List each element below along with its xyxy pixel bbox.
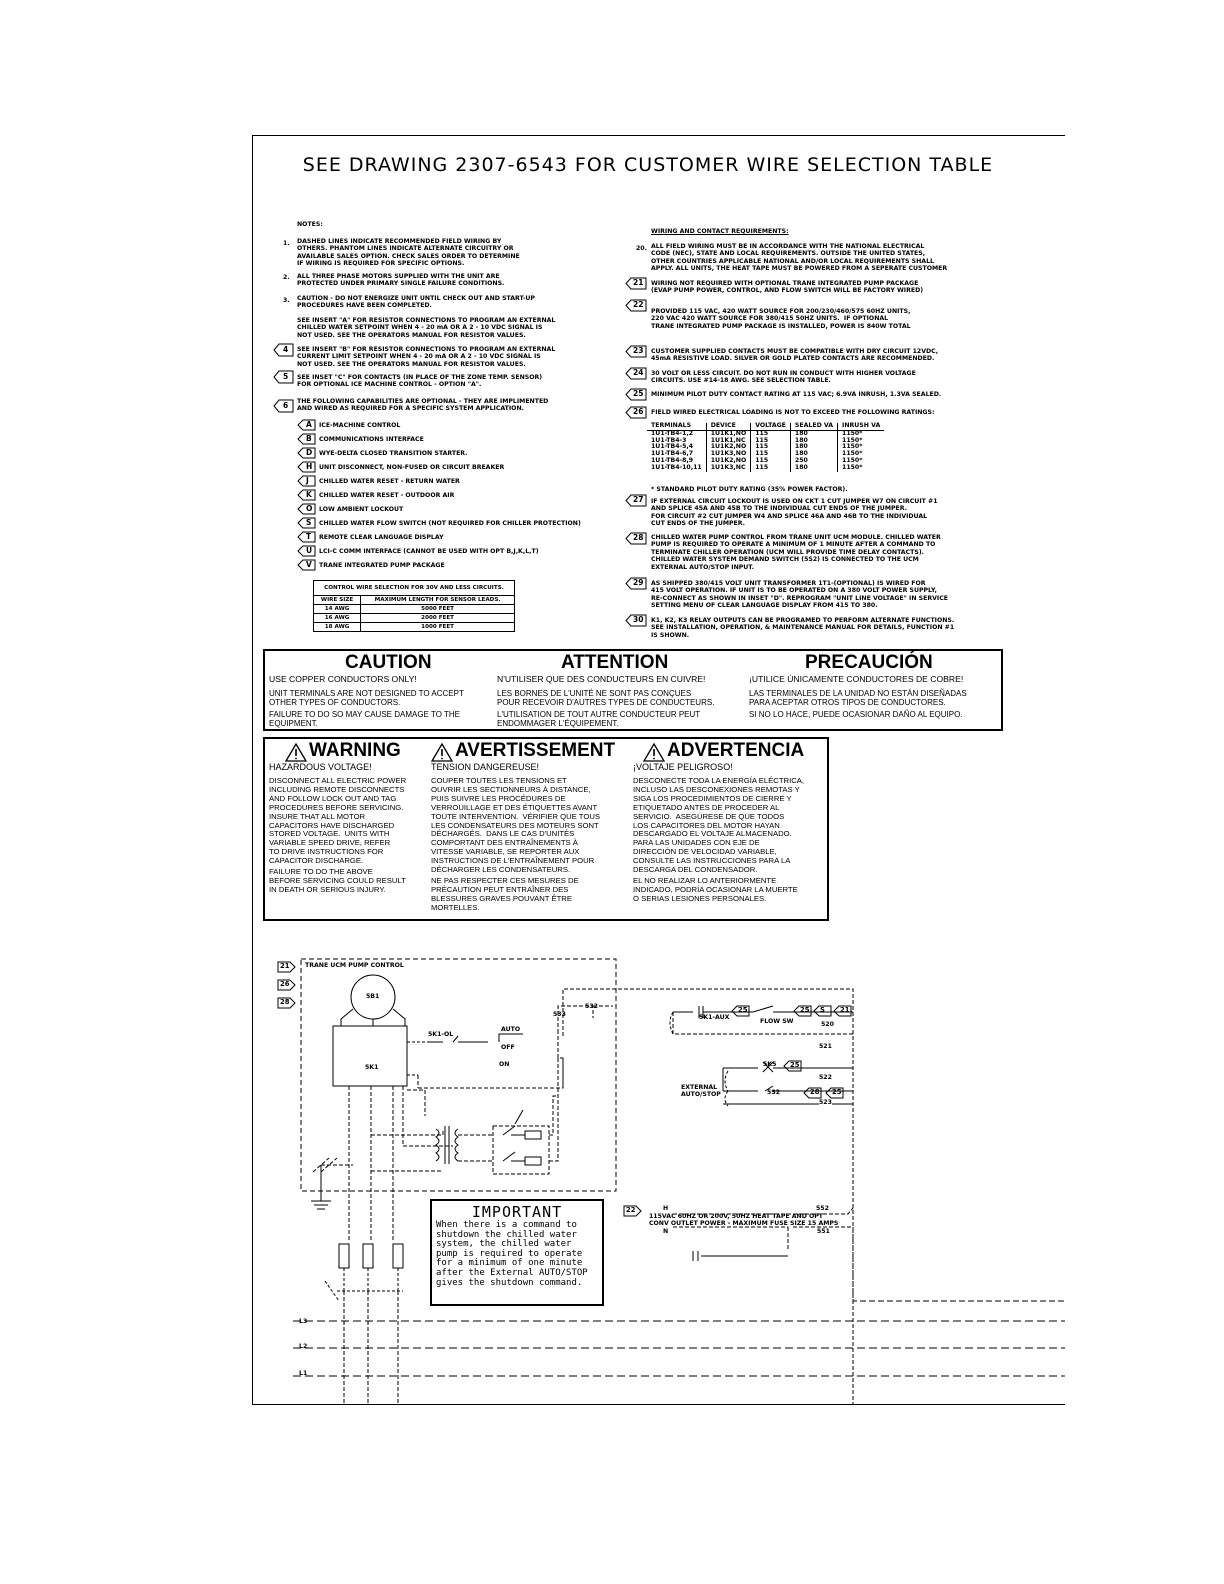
note-1-number: 1.: [283, 240, 290, 247]
rating-cell: 115: [751, 438, 791, 445]
off-label: OFF: [501, 1044, 515, 1051]
caution-title-es: PRECAUCIÓN: [805, 652, 933, 673]
option-text: WYE-DELTA CLOSED TRANSITION STARTER.: [319, 450, 468, 457]
warning-body-es: DESCONECTE TODA LA ENERGÍA ELÉCTRICA, INCLUSO LAS DESCONEXIONES REMOTAS Y SIGA LOS PROCEDIMIENTOS DE CIERRE Y ETIQUETADO ANTES DE PROCEDER AL SERVICIO. ASEGÚRESE DE QUE TODOS LOS CAPACITORES DEL MOTOR HAYAN DESCARGADO EL VOLTAJE ALMACENADO. PARA LAS UNIDADES CON EJE DE DIRECCIÓN DE VELOCIDAD VARIABLE, CONSULTE LAS INSTRUCCIONES PARA LA DESCARGA DEL CONDENSADOR.: [633, 776, 805, 875]
caution-fr-line1: N'UTILISER QUE DES CONDUCTEURS EN CUIVRE!: [497, 674, 706, 684]
option-code: T: [306, 532, 312, 541]
rating-cell: 1U1-TB4-8,9: [647, 458, 706, 465]
s2-label: 5S2: [767, 1089, 781, 1096]
warning-triangle-icon: [285, 743, 307, 762]
option-text: CHILLED WATER RESET - RETURN WATER: [319, 478, 460, 485]
warning-sub-fr: TENSION DANGEREUSE!: [431, 762, 540, 772]
note-1: DASHED LINES INDICATE RECOMMENDED FIELD WIRING BY OTHERS. PHANTOM LINES INDICATE ALTERNATE CIRCUITRY OR AVAILABLE SALES OPTION. CHECK SALES ORDER TO DETERMINE IF WIRING IS REQUIRED FOR SPECIFIC OPTIONS.: [297, 238, 520, 268]
k5-label: 5K5: [763, 1061, 777, 1068]
rating-cell: 1150*: [842, 443, 863, 451]
important-title: IMPORTANT: [471, 1203, 563, 1221]
note-20-number: 20.: [636, 245, 647, 252]
option-code: K: [306, 490, 312, 499]
option-code: A: [306, 420, 312, 429]
option-text: LOW AMBIENT LOCKOUT: [319, 506, 404, 513]
schematic-flag-number: 25: [790, 1061, 800, 1069]
wire-table-header: WIRE SIZE: [314, 596, 361, 605]
note-flag-number: 23: [633, 346, 644, 355]
caution-en-line2: UNIT TERMINALS ARE NOT DESIGNED TO ACCEPT OTHER TYPES OF CONDUCTORS.: [269, 689, 464, 708]
overload-label: 5K1-OL: [428, 1031, 454, 1038]
rating-cell: 1U1-TB4-1,2: [647, 430, 706, 437]
note-flag-number: 30: [633, 615, 644, 624]
note-5: SEE INSET "C" FOR CONTACTS (IN PLACE OF THE ZONE TEMP. SENSOR) FOR OPTIONAL ICE MACHINE CONTROL - OPTION "A".: [297, 374, 543, 389]
warning-title-en: WARNING: [309, 740, 401, 761]
wire-table-cell: 2000 FEET: [361, 614, 515, 623]
wire-520-label: 520: [821, 1021, 834, 1028]
rating-cell: 180: [790, 430, 837, 437]
option-code: B: [306, 434, 312, 443]
note-4: SEE INSERT "B" FOR RESISTOR CONNECTIONS TO PROGRAM AN EXTERNAL CURRENT LIMIT SETPOINT WHEN 4 - 20 mA OR A 2 - 10 VDC SIGNAL IS NOT USED. SEE THE OPERATORS MANUAL FOR RESISTOR VALUES.: [297, 346, 556, 368]
aux-contact-label: 5K1-AUX: [699, 1014, 730, 1021]
wire-table-cell: 18 AWG: [314, 623, 361, 632]
rating-header: INRUSH VA: [842, 422, 881, 429]
wire-table-cell: 16 AWG: [314, 614, 361, 623]
rating-cell: 1U1K2,NO: [706, 444, 751, 451]
caution-box: [263, 649, 1003, 731]
transformer-symbol: [436, 1129, 458, 1161]
note-21: WIRING NOT REQUIRED WITH OPTIONAL TRANE INTEGRATED PUMP PACKAGE (EVAP PUMP POWER, CONTROL, AND FLOW SWITCH WILL BE FACTORY WIRED): [651, 280, 924, 295]
note-30: K1, K2, K3 RELAY OUTPUTS CAN BE PROGRAMED TO PERFORM ALTERNATE FUNCTIONS. SEE INSTALLATION, OPERATION, & MAINTENANCE MANUAL FOR DETAILS, FUNCTION #1 IS SHOWN.: [651, 617, 955, 639]
schematic-flag-number: 26: [280, 980, 290, 988]
pump-control-schematic: [253, 946, 1065, 1404]
starter-box: [333, 1026, 407, 1086]
rating-cell: 1U1K3,NC: [706, 465, 751, 472]
rating-header: SEALED VA: [790, 423, 837, 430]
caution-fr-line3: L'UTILISATION DE TOUT AUTRE CONDUCTEUR PEUT ENDOMMAGER L'ÉQUIPEMENT.: [497, 710, 701, 729]
note-26: FIELD WIRED ELECTRICAL LOADING IS NOT TO EXCEED THE FOLLOWING RATINGS:: [651, 409, 935, 416]
wire-552-label: 552: [816, 1205, 829, 1212]
warning-title-fr: AVERTISSEMENT: [455, 740, 616, 761]
schematic-flag-number: 28: [280, 998, 290, 1006]
rating-header: TERMINALS: [647, 423, 706, 430]
option-code: U: [306, 546, 313, 555]
rating-cell: 115: [751, 444, 791, 451]
wire-523-label: 523: [819, 1099, 832, 1106]
schematic-flag-number: 25: [738, 1006, 748, 1014]
auto-label: AUTO: [501, 1026, 521, 1033]
note-flag-number: 25: [633, 389, 644, 398]
ucm-enclosure: [301, 959, 616, 1191]
option-code: S: [306, 518, 312, 527]
rating-cell: 1150*: [842, 429, 863, 437]
note-2-number: 2.: [283, 274, 290, 281]
caution-es-line2: LAS TERMINALES DE LA UNIDAD NO ESTÁN DISEÑADAS PARA ACEPTAR OTROS TIPOS DE CONDUCTORES.: [749, 689, 967, 708]
warning-triangle-icon: [431, 743, 453, 762]
option-text: ICE-MACHINE CONTROL: [319, 422, 401, 429]
wire-table-header: MAXIMUM LENGTH FOR SENSOR LEADS.: [361, 596, 515, 605]
notes-heading: NOTES:: [297, 221, 323, 228]
wire-533-label: 533: [553, 1011, 566, 1018]
option-code: D: [306, 448, 313, 457]
ucm-box-label: TRANE UCM PUMP CONTROL: [305, 962, 404, 969]
caution-es-line1: ¡UTILICE ÚNICAMENTE CONDUCTORES DE COBRE!: [749, 674, 964, 684]
rating-cell: 1U1-TB4-3: [647, 438, 706, 445]
drawing-title: SEE DRAWING 2307-6543 FOR CUSTOMER WIRE SELECTION TABLE: [302, 154, 994, 176]
rating-cell: 115: [751, 465, 791, 472]
rating-row: [647, 465, 884, 472]
note-3-insert-a: SEE INSERT "A" FOR RESISTOR CONNECTIONS TO PROGRAM AN EXTERNAL CHILLED WATER SETPOINT WHEN 4 - 20 mA OR A 2 - 10 VDC SIGNAL IS NOT USED. SEE THE OPERATORS MANUAL FOR RESISTOR VALUES.: [297, 317, 556, 339]
warning-sub-es: ¡VOLTAJE PELIGROSO!: [633, 762, 733, 772]
l3-label: L3: [299, 1318, 308, 1325]
wire-table-cell: 14 AWG: [314, 605, 361, 614]
wiring-requirements-heading: WIRING AND CONTACT REQUIREMENTS:: [651, 228, 789, 235]
schematic-flag-number: 21: [280, 962, 290, 970]
important-box: [430, 1199, 604, 1306]
wire-551-label: 551: [817, 1228, 830, 1235]
option-text: CHILLED WATER RESET - OUTDOOR AIR: [319, 492, 455, 499]
caution-es-line3: SI NO LO HACE, PUEDE OCASIONAR DAÑO AL EQUIPO.: [749, 710, 963, 719]
note-28: CHILLED WATER PUMP CONTROL FROM TRANE UNIT UCM MODULE. CHILLED WATER PUMP IS REQUIRED TO OPERATE A MINIMUM OF 1 MINUTE AFTER A COMMAND TO TERMINATE CHILLER OPERATION (UCM WILL PROVIDE TIME DELAY CONTACTS). CHILLED WATER SYSTEM DEMAND SWITCH (5S2) IS CONNECTED TO THE UCM EXTERNAL AUTO/STOP INPUT.: [651, 534, 941, 571]
rating-cell: 1U1-TB4-10,11: [647, 465, 706, 472]
rating-footnote: * STANDARD PILOT DUTY RATING (35% POWER FACTOR).: [651, 486, 848, 493]
rating-cell: 1U1-TB4-6,7: [647, 451, 706, 458]
schematic-flag-number: 28: [810, 1088, 820, 1096]
warning-body-fr: COUPER TOUTES LES TENSIONS ET OUVRIR LES SECTIONNEURS À DISTANCE, PUIS SUIVRE LES PROCÉDURES DE VERROUILLAGE ET DES ÉTIQUETTES AVANT TOUTE INTERVENTION. VÉRIFIER QUE TOUS LES CONDENSATEURS DES MOTEURS SONT DÉCHARGÉS. DANS LE CAS D'UNITÉS COMPORTANT DES ENTRAÎNEMENTS À VITESSE VARIABLE, SE REPORTER AUX INSTRUCTIONS DE L'ENTRAÎNEMENT POUR DÉCHARGER LES CONDENSATEURS.: [431, 776, 601, 875]
h-label: H: [663, 1205, 669, 1212]
rating-cell: 1150*: [842, 463, 863, 471]
note-20: ALL FIELD WIRING MUST BE IN ACCORDANCE WITH THE NATIONAL ELECTRICAL CODE (NEC), STATE AND LOCAL REQUIREMENTS. OUTSIDE THE UNITED STATES, OTHER COUNTRIES APPLICABLE NATIONAL AND/OR LOCAL REQUIREMENTS SHALL APPLY. ALL UNITS, THE HEAT TAPE MUST BE POWERED FROM A SEPERATE CUSTOMER: [651, 243, 948, 273]
on-label: ON: [499, 1061, 510, 1068]
l1-label: L1: [299, 1370, 308, 1377]
rating-header: DEVICE: [706, 423, 751, 430]
warning-triangle-icon: [643, 743, 665, 762]
wire-532-label: 532: [585, 1003, 598, 1010]
note-flag-number: 22: [633, 300, 644, 309]
option-code: J: [306, 476, 309, 485]
warning-body-en: DISCONNECT ALL ELECTRIC POWER INCLUDING REMOTE DISCONNECTS AND FOLLOW LOCK OUT AND TAG PROCEDURES BEFORE SERVICING. INSURE THAT ALL MOTOR CAPACITORS HAVE DISCHARGED STORED VOLTAGE. UNITS WITH VARIABLE SPEED DRIVE, REFER TO DRIVE INSTRUCTIONS FOR CAPACITOR DISCHARGE.: [269, 776, 407, 866]
caution-en-line3: FAILURE TO DO SO MAY CAUSE DAMAGE TO THE EQUIPMENT.: [269, 710, 461, 729]
rating-cell: 1150*: [842, 456, 863, 464]
important-body: When there is a command to shutdown the chilled water system, the chilled water pump is required to operate for a minimum of one minute after the External AUTO/STOP gives the shutdown command.: [436, 1220, 588, 1288]
wire-table-cell: 1000 FEET: [361, 623, 515, 632]
warning-box: [263, 737, 829, 921]
wire-table-caption: CONTROL WIRE SELECTION FOR 30V AND LESS CIRCUITS.: [314, 581, 515, 596]
warning-fail-fr: NE PAS RESPECTER CES MESURES DE PRÉCAUTION PEUT ENTRAÎNER DES BLESSURES GRAVES POUVANT ÊTRE MORTELLES.: [431, 876, 579, 912]
warning-title-es: ADVERTENCIA: [667, 740, 805, 761]
note-2: ALL THREE PHASE MOTORS SUPPLIED WITH THE UNIT ARE PROTECTED UNDER PRIMARY SINGLE FAILURE CONDITIONS.: [297, 273, 505, 288]
option-text: LCI-C COMM INTERFACE (CANNOT BE USED WITH OPT B,J,K,L,T): [319, 548, 539, 555]
rating-cell: 115: [751, 458, 791, 465]
rating-cell: 180: [790, 451, 837, 458]
note-flag-number: 28: [633, 533, 644, 542]
warning-fail-en: FAILURE TO DO THE ABOVE BEFORE SERVICING COULD RESULT IN DEATH OR SERIOUS INJURY.: [269, 867, 406, 894]
external-auto-stop-label: EXTERNAL AUTO/STOP: [681, 1084, 721, 1098]
schematic-flag-number: 25: [800, 1006, 810, 1014]
note-25: MINIMUM PILOT DUTY CONTACT RATING AT 115 VAC; 6.9VA INRUSH, 1.3VA SEALED.: [651, 391, 942, 398]
rating-cell: 180: [790, 438, 837, 445]
note-22: PROVIDED 115 VAC, 420 WATT SOURCE FOR 200/230/460/575 60HZ UNITS, 220 VAC 420 WATT SOURCE FOR 380/415 50HZ UNITS. IF OPTIONAL TRANE INTEGRATED PUMP PACKAGE IS INSTALLED, POWER IS 840W TOTAL: [651, 308, 911, 330]
flow-switch-label: FLOW SW: [760, 1018, 794, 1025]
note-3: CAUTION - DO NOT ENERGIZE UNIT UNTIL CHECK OUT AND START-UP PROCEDURES HAVE BEEN COMPLETED.: [297, 295, 535, 310]
schematic-flag-number: S: [820, 1006, 825, 1014]
note-flag-number: 27: [633, 495, 644, 504]
note-flag-number: 26: [633, 407, 644, 416]
rating-header: VOLTAGE: [751, 423, 791, 430]
motor-label: 5B1: [366, 993, 380, 1000]
rating-cell: 1U1K1,NC: [706, 438, 751, 445]
rating-cell: 180: [790, 465, 837, 472]
note-3-number: 3.: [283, 297, 290, 304]
motor-leads: [341, 1009, 405, 1026]
wire-522-label: 522: [819, 1074, 832, 1081]
schematic-flag-number: 22: [626, 1206, 636, 1214]
rating-cell: 180: [790, 444, 837, 451]
option-code: O: [306, 504, 313, 513]
option-code: V: [306, 560, 312, 569]
rating-cell: 1U1K3,NO: [706, 451, 751, 458]
option-text: UNIT DISCONNECT, NON-FUSED OR CIRCUIT BREAKER: [319, 464, 505, 471]
schematic-flag-number: 21: [840, 1006, 850, 1014]
caution-title-fr: ATTENTION: [561, 652, 669, 673]
note-flag-number: 24: [633, 368, 644, 377]
rating-cell: 1U1-TB4-5,4: [647, 444, 706, 451]
caution-title-en: CAUTION: [345, 652, 432, 673]
rating-table: [647, 423, 884, 472]
warning-fail-es: EL NO REALIZAR LO ANTERIORMENTE INDICADO, PODRÍA OCASIONAR LA MUERTE O SERIAS LESIONES PERSONALES.: [633, 876, 798, 903]
rating-cell: 250: [790, 458, 837, 465]
note-flag-number: 29: [633, 578, 644, 587]
note-6-number: 6: [283, 401, 289, 410]
note-5-number: 5: [283, 372, 289, 381]
warning-sub-en: HAZARDOUS VOLTAGE!: [269, 762, 372, 772]
rating-cell: 1U1K2,NO: [706, 458, 751, 465]
fuse-symbol: [363, 1244, 373, 1268]
drawing-sheet: [252, 135, 1065, 1405]
rating-cell: 115: [751, 451, 791, 458]
rating-cell: 115: [751, 430, 791, 437]
note-23: CUSTOMER SUPPLIED CONTACTS MUST BE COMPATIBLE WITH DRY CIRCUIT 12VDC, 45mA RESISTIVE LOAD. SILVER OR GOLD PLATED CONTACTS ARE RECOMMENDED.: [651, 348, 939, 363]
option-code: H: [306, 462, 313, 471]
option-text: CHILLED WATER FLOW SWITCH (NOT REQUIRED FOR CHILLER PROTECTION): [319, 520, 581, 527]
n-label: N: [663, 1228, 669, 1235]
note-24: 30 VOLT OR LESS CIRCUIT. DO NOT RUN IN CONDUCT WITH HIGHER VOLTAGE CIRCUITS. USE #14-18 AWG. SEE SELECTION TABLE.: [651, 370, 916, 385]
note-flag-number: 21: [633, 278, 644, 287]
fuse-symbol: [393, 1244, 403, 1268]
wire-selection-table: [313, 580, 515, 632]
rating-cell: 1150*: [842, 450, 863, 458]
caution-fr-line2: LES BORNES DE L'UNITÉ NE SONT PAS CONÇUES POUR RECEVOIR D'AUTRES TYPES DE CONDUCTEURS.: [497, 689, 715, 708]
option-text: TRANE INTEGRATED PUMP PACKAGE: [319, 562, 445, 569]
option-text: COMMUNICATIONS INTERFACE: [319, 436, 424, 443]
outlet-power-label: 115VAC 60HZ OR 200V, 50HZ HEAT TAPE AND OPT CONV OUTLET POWER - MAXIMUM FUSE SIZE 15 AMPS: [649, 1213, 839, 1228]
fuse-symbol: [339, 1244, 349, 1268]
note-29: AS SHIPPED 380/415 VOLT UNIT TRANSFORMER 1T1-(OPTIONAL) IS WIRED FOR 415 VOLT OPERATION. IF UNIT IS TO BE OPERATED ON A 380 VOLT POWER SUPPLY, RE-CONNECT AS SHOWN IN INSET "D". REPROGRAM "UNIT LINE VOLTAGE" IN SERVICE SETTING MENU OF CLEAR LANGUAGE DISPLAY FROM 415 TO 380.: [651, 580, 948, 610]
note-27: IF EXTERNAL CIRCUIT LOCKOUT IS USED ON CKT 1 CUT JUMPER W7 ON CIRCUIT #1 AND SPLICE 45A AND 45B TO THE INDIVIDUAL CUT ENDS OF THE JUMPER. FOR CIRCUIT #2 CUT JUMPER W4 AND SPLICE 46A AND 46B TO THE INDIVIDUAL CUT ENDS OF THE JUMPER.: [651, 498, 938, 528]
l2-label: L2: [299, 1343, 308, 1350]
note-6: THE FOLLOWING CAPABILITIES ARE OPTIONAL - THEY ARE IMPLIMENTED AND WIRED AS REQUIRED FOR A SPECIFIC SYSTEM APPLICATION.: [297, 398, 549, 413]
rating-cell: 1U1K1,NO: [706, 430, 751, 437]
starter-label: 5K1: [365, 1064, 379, 1071]
rating-cell: 1150*: [842, 436, 863, 444]
caution-en-line1: USE COPPER CONDUCTORS ONLY!: [269, 674, 417, 684]
note-4-number: 4: [283, 345, 289, 354]
wire-521-label: 521: [819, 1043, 832, 1050]
option-text: REMOTE CLEAR LANGUAGE DISPLAY: [319, 534, 444, 541]
wire-table-cell: 5000 FEET: [361, 605, 515, 614]
schematic-flag-number: 25: [832, 1088, 842, 1096]
